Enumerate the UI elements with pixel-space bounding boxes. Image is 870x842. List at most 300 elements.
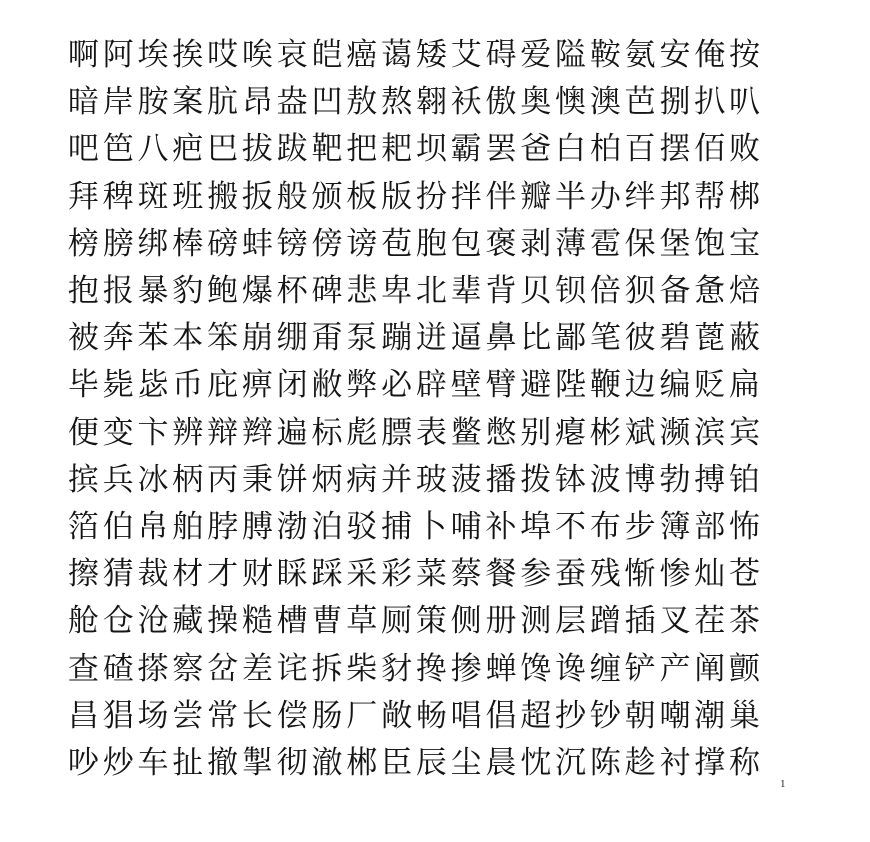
character-cell: 昂 [241,84,273,121]
character-cell: 郴 [346,744,378,781]
character-cell: 拆 [311,650,343,687]
character-cell: 藏 [172,603,204,640]
character-cell: 豹 [172,273,204,310]
character-cell: 白 [555,131,587,168]
character-cell: 狈 [624,273,656,310]
character-cell: 哺 [450,508,482,545]
character-cell: 绑 [137,225,169,262]
character-cell: 痹 [241,367,273,404]
character-cell: 察 [172,650,204,687]
character-cell: 畅 [415,697,447,734]
character-cell: 靶 [311,131,343,168]
character-cell: 毖 [137,367,169,404]
character-cell: 癌 [346,37,378,74]
character-cell: 坝 [415,131,447,168]
character-cell: 鳖 [450,414,482,451]
character-cell: 搬 [207,178,239,215]
character-cell: 踩 [311,556,343,593]
character-cell: 掣 [241,744,273,781]
character-cell: 蹭 [589,603,621,640]
character-cell: 懊 [555,84,587,121]
character-cell: 插 [624,603,656,640]
character-cell: 丙 [207,461,239,498]
character-cell: 驳 [346,508,378,545]
character-cell: 般 [276,178,308,215]
character-cell: 扯 [172,744,204,781]
character-cell: 铂 [729,461,761,498]
character-cell: 安 [659,37,691,74]
character-cell: 饼 [276,461,308,498]
character-cell: 闭 [276,367,308,404]
character-cell: 碧 [659,320,691,357]
character-cell: 尘 [450,744,482,781]
character-cell: 病 [346,461,378,498]
character-cell: 笨 [207,320,239,357]
character-cell: 陛 [555,367,587,404]
character-cell: 沧 [137,603,169,640]
character-cell: 补 [485,508,517,545]
character-cell: 财 [241,556,273,593]
character-cell: 镑 [276,225,308,262]
character-cell: 馋 [520,650,552,687]
character-cell: 惭 [624,556,656,593]
character-cell: 唉 [241,37,273,74]
character-cell: 氨 [624,37,656,74]
character-cell: 逼 [450,320,482,357]
character-cell: 被 [67,320,99,357]
character-cell: 遍 [276,414,308,451]
character-cell: 蔼 [381,37,413,74]
character-cell: 波 [589,461,621,498]
character-cell: 邦 [659,178,691,215]
character-cell: 餐 [485,556,517,593]
character-cell: 辨 [172,414,204,451]
character-cell: 超 [520,697,552,734]
character-cell: 哎 [207,37,239,74]
character-cell: 板 [346,178,378,215]
character-cell: 吧 [67,131,99,168]
character-cell: 巴 [207,131,239,168]
character-cell: 爆 [241,273,273,310]
character-cell: 诧 [276,650,308,687]
character-cell: 卜 [415,508,447,545]
character-cell: 疤 [172,131,204,168]
character-cell: 俺 [694,37,726,74]
character-cell: 崩 [241,320,273,357]
character-cell: 币 [172,367,204,404]
character-cell: 悲 [346,273,378,310]
character-cell: 保 [624,225,656,262]
character-cell: 泊 [311,508,343,545]
character-cell: 掺 [450,650,482,687]
character-cell: 榜 [67,225,99,262]
character-cell: 碑 [311,273,343,310]
character-cell: 膘 [381,414,413,451]
character-cell: 彻 [276,744,308,781]
character-cell: 帛 [137,508,169,545]
character-cell: 蔡 [450,556,482,593]
character-cell: 磅 [207,225,239,262]
character-cell: 袄 [450,84,482,121]
character-cell: 斑 [137,178,169,215]
character-cell: 层 [555,603,587,640]
character-cell: 扮 [415,178,447,215]
character-cell: 冰 [137,461,169,498]
character-cell: 绊 [624,178,656,215]
character-cell: 册 [485,603,517,640]
character-cell: 宝 [729,225,761,262]
character-cell: 豺 [381,650,413,687]
character-cell: 菜 [415,556,447,593]
character-cell: 辰 [415,744,447,781]
character-cell: 便 [67,414,99,451]
character-cell: 澈 [311,744,343,781]
character-cell: 衬 [659,744,691,781]
character-cell: 鞍 [589,37,621,74]
character-cell: 罢 [485,131,517,168]
character-cell: 兵 [102,461,134,498]
character-cell: 扁 [729,367,761,404]
character-cell: 瓣 [520,178,552,215]
character-cell: 濒 [659,414,691,451]
character-cell: 拜 [67,178,99,215]
character-cell: 扳 [241,178,273,215]
character-cell: 铲 [624,650,656,687]
character-cell: 仓 [102,603,134,640]
character-cell: 本 [172,320,204,357]
character-cell: 暗 [67,84,99,121]
character-cell: 长 [241,697,273,734]
character-cell: 忱 [520,744,552,781]
character-cell: 胞 [415,225,447,262]
character-cell: 吵 [67,744,99,781]
character-cell: 跋 [276,131,308,168]
character-cell: 蚕 [555,556,587,593]
character-cell: 拨 [520,461,552,498]
character-cell: 百 [624,131,656,168]
character-cell: 傍 [311,225,343,262]
character-cell: 猜 [102,556,134,593]
character-cell: 倡 [485,697,517,734]
character-cell: 鼻 [485,320,517,357]
character-cell: 埃 [137,37,169,74]
character-cell: 挨 [172,37,204,74]
character-cell: 泵 [346,320,378,357]
character-cell: 班 [172,178,204,215]
character-cell: 必 [381,367,413,404]
character-cell: 操 [207,603,239,640]
character-cell: 扒 [694,84,726,121]
character-cell: 奥 [520,84,552,121]
character-cell: 测 [520,603,552,640]
character-cell: 滨 [694,414,726,451]
character-cell: 臂 [485,367,517,404]
character-cell: 蝉 [485,650,517,687]
character-cell: 柴 [346,650,378,687]
character-cell: 耙 [381,131,413,168]
character-row [66,268,796,315]
character-cell: 摆 [659,131,691,168]
character-row [66,362,796,409]
character-cell: 卞 [137,414,169,451]
character-cell: 碍 [485,37,517,74]
character-cell: 舱 [67,603,99,640]
character-cell: 玻 [415,461,447,498]
character-cell: 啊 [67,37,99,74]
character-cell: 菠 [450,461,482,498]
character-cell: 爱 [520,37,552,74]
character-row [66,598,796,645]
character-cell: 才 [207,556,239,593]
character-cell: 尝 [172,697,204,734]
character-cell: 糙 [241,603,273,640]
character-cell: 柄 [172,461,204,498]
character-cell: 变 [102,414,134,451]
character-cell: 敞 [381,697,413,734]
character-cell: 布 [589,508,621,545]
character-cell: 胺 [137,84,169,121]
character-cell: 比 [520,320,552,357]
character-cell: 隘 [555,37,587,74]
character-cell: 北 [415,273,447,310]
character-cell: 搏 [694,461,726,498]
character-cell: 背 [485,273,517,310]
character-cell: 柏 [589,131,621,168]
character-cell: 阿 [102,37,134,74]
character-cell: 笆 [102,131,134,168]
character-cell: 凹 [311,84,343,121]
character-cell: 睬 [276,556,308,593]
character-cell: 沉 [555,744,587,781]
character-cell: 膀 [102,225,134,262]
character-cell: 岸 [102,84,134,121]
character-cell: 蓖 [694,320,726,357]
character-cell: 毕 [67,367,99,404]
character-grid [66,32,796,787]
character-cell: 贬 [694,367,726,404]
character-cell: 曹 [311,603,343,640]
character-cell: 茶 [729,603,761,640]
character-cell: 秉 [241,461,273,498]
character-cell: 彪 [346,414,378,451]
character-cell: 并 [381,461,413,498]
character-cell: 槽 [276,603,308,640]
character-cell: 蚌 [241,225,273,262]
character-cell: 惫 [694,273,726,310]
character-cell: 肮 [207,84,239,121]
character-cell: 彼 [624,320,656,357]
character-cell: 鞭 [589,367,621,404]
character-cell: 哀 [276,37,308,74]
character-cell: 摈 [67,461,99,498]
character-row [66,79,796,126]
character-cell: 辫 [241,414,273,451]
character-cell: 蔽 [729,320,761,357]
character-cell: 巢 [729,697,761,734]
character-cell: 谤 [346,225,378,262]
character-cell: 伴 [485,178,517,215]
character-cell: 渤 [276,508,308,545]
character-cell: 厂 [346,697,378,734]
character-cell: 车 [137,744,169,781]
character-row [66,174,796,221]
character-cell: 草 [346,603,378,640]
character-cell: 庇 [207,367,239,404]
character-cell: 稗 [102,178,134,215]
character-cell: 表 [415,414,447,451]
character-cell: 擦 [67,556,99,593]
character-cell: 昌 [67,697,99,734]
character-cell: 敖 [346,84,378,121]
character-cell: 备 [659,273,691,310]
character-cell: 舶 [172,508,204,545]
character-cell: 奔 [102,320,134,357]
character-cell: 侧 [450,603,482,640]
character-cell: 宾 [729,414,761,451]
character-cell: 案 [172,84,204,121]
character-cell: 搀 [415,650,447,687]
character-cell: 卑 [381,273,413,310]
character-cell: 辟 [415,367,447,404]
character-cell: 苯 [137,320,169,357]
character-cell: 茬 [694,603,726,640]
character-cell: 趁 [624,744,656,781]
character-cell: 捕 [381,508,413,545]
character-cell: 瘪 [555,414,587,451]
character-cell: 阐 [694,650,726,687]
character-cell: 彩 [381,556,413,593]
character-cell: 斌 [624,414,656,451]
character-cell: 剥 [520,225,552,262]
character-cell: 熬 [381,84,413,121]
character-cell: 翱 [415,84,447,121]
character-cell: 鄙 [555,320,587,357]
character-row [66,693,796,740]
character-cell: 裁 [137,556,169,593]
character-row [66,740,796,787]
character-cell: 钞 [589,697,621,734]
character-cell: 霸 [450,131,482,168]
character-cell: 碴 [102,650,134,687]
character-cell: 炒 [102,744,134,781]
character-cell: 灿 [694,556,726,593]
character-cell: 迸 [415,320,447,357]
character-cell: 版 [381,178,413,215]
character-cell: 采 [346,556,378,593]
character-cell: 倍 [589,273,621,310]
character-cell: 产 [659,650,691,687]
character-cell: 矮 [415,37,447,74]
character-cell: 棒 [172,225,204,262]
character-row [66,457,796,504]
character-cell: 颤 [729,650,761,687]
character-cell: 彬 [589,414,621,451]
character-cell: 八 [137,131,169,168]
character-cell: 佰 [694,131,726,168]
character-cell: 笔 [589,320,621,357]
character-cell: 褒 [485,225,517,262]
character-cell: 猖 [102,697,134,734]
character-cell: 脖 [207,508,239,545]
character-cell: 按 [729,37,761,74]
character-cell: 标 [311,414,343,451]
character-cell: 弊 [346,367,378,404]
character-cell: 芭 [624,84,656,121]
character-cell: 盎 [276,84,308,121]
character-cell: 差 [241,650,273,687]
character-cell: 谗 [555,650,587,687]
character-cell: 贝 [520,273,552,310]
character-cell: 办 [589,178,621,215]
character-cell: 簿 [659,508,691,545]
character-cell: 包 [450,225,482,262]
character-cell: 澳 [589,84,621,121]
character-cell: 朝 [624,697,656,734]
character-cell: 怖 [729,508,761,545]
character-cell: 常 [207,697,239,734]
character-cell: 晨 [485,744,517,781]
character-cell: 臣 [381,744,413,781]
character-cell: 薄 [555,225,587,262]
character-cell: 埠 [520,508,552,545]
character-cell: 焙 [729,273,761,310]
character-cell: 敝 [311,367,343,404]
character-cell: 抄 [555,697,587,734]
character-cell: 蹦 [381,320,413,357]
page-number: 1 [780,778,786,790]
character-cell: 皑 [311,37,343,74]
character-cell: 报 [102,273,134,310]
character-cell: 把 [346,131,378,168]
character-row [66,504,796,551]
character-cell: 帮 [694,178,726,215]
character-cell: 步 [624,508,656,545]
character-cell: 厕 [381,603,413,640]
character-cell: 避 [520,367,552,404]
character-cell: 陈 [589,744,621,781]
character-row [66,410,796,457]
character-cell: 叭 [729,84,761,121]
character-cell: 炳 [311,461,343,498]
character-cell: 傲 [485,84,517,121]
character-cell: 嘲 [659,697,691,734]
character-cell: 不 [555,508,587,545]
character-cell: 钡 [555,273,587,310]
character-cell: 抱 [67,273,99,310]
character-cell: 材 [172,556,204,593]
character-cell: 爸 [520,131,552,168]
character-cell: 苞 [381,225,413,262]
character-cell: 惨 [659,556,691,593]
character-cell: 半 [555,178,587,215]
character-cell: 饱 [694,225,726,262]
character-cell: 参 [520,556,552,593]
character-cell: 败 [729,131,761,168]
character-cell: 残 [589,556,621,593]
character-cell: 别 [520,414,552,451]
character-cell: 钵 [555,461,587,498]
character-cell: 场 [137,697,169,734]
character-cell: 辈 [450,273,482,310]
character-row [66,315,796,362]
character-cell: 伯 [102,508,134,545]
character-cell: 堡 [659,225,691,262]
character-cell: 鲍 [207,273,239,310]
character-cell: 部 [694,508,726,545]
character-cell: 颁 [311,178,343,215]
character-cell: 捌 [659,84,691,121]
character-cell: 岔 [207,650,239,687]
